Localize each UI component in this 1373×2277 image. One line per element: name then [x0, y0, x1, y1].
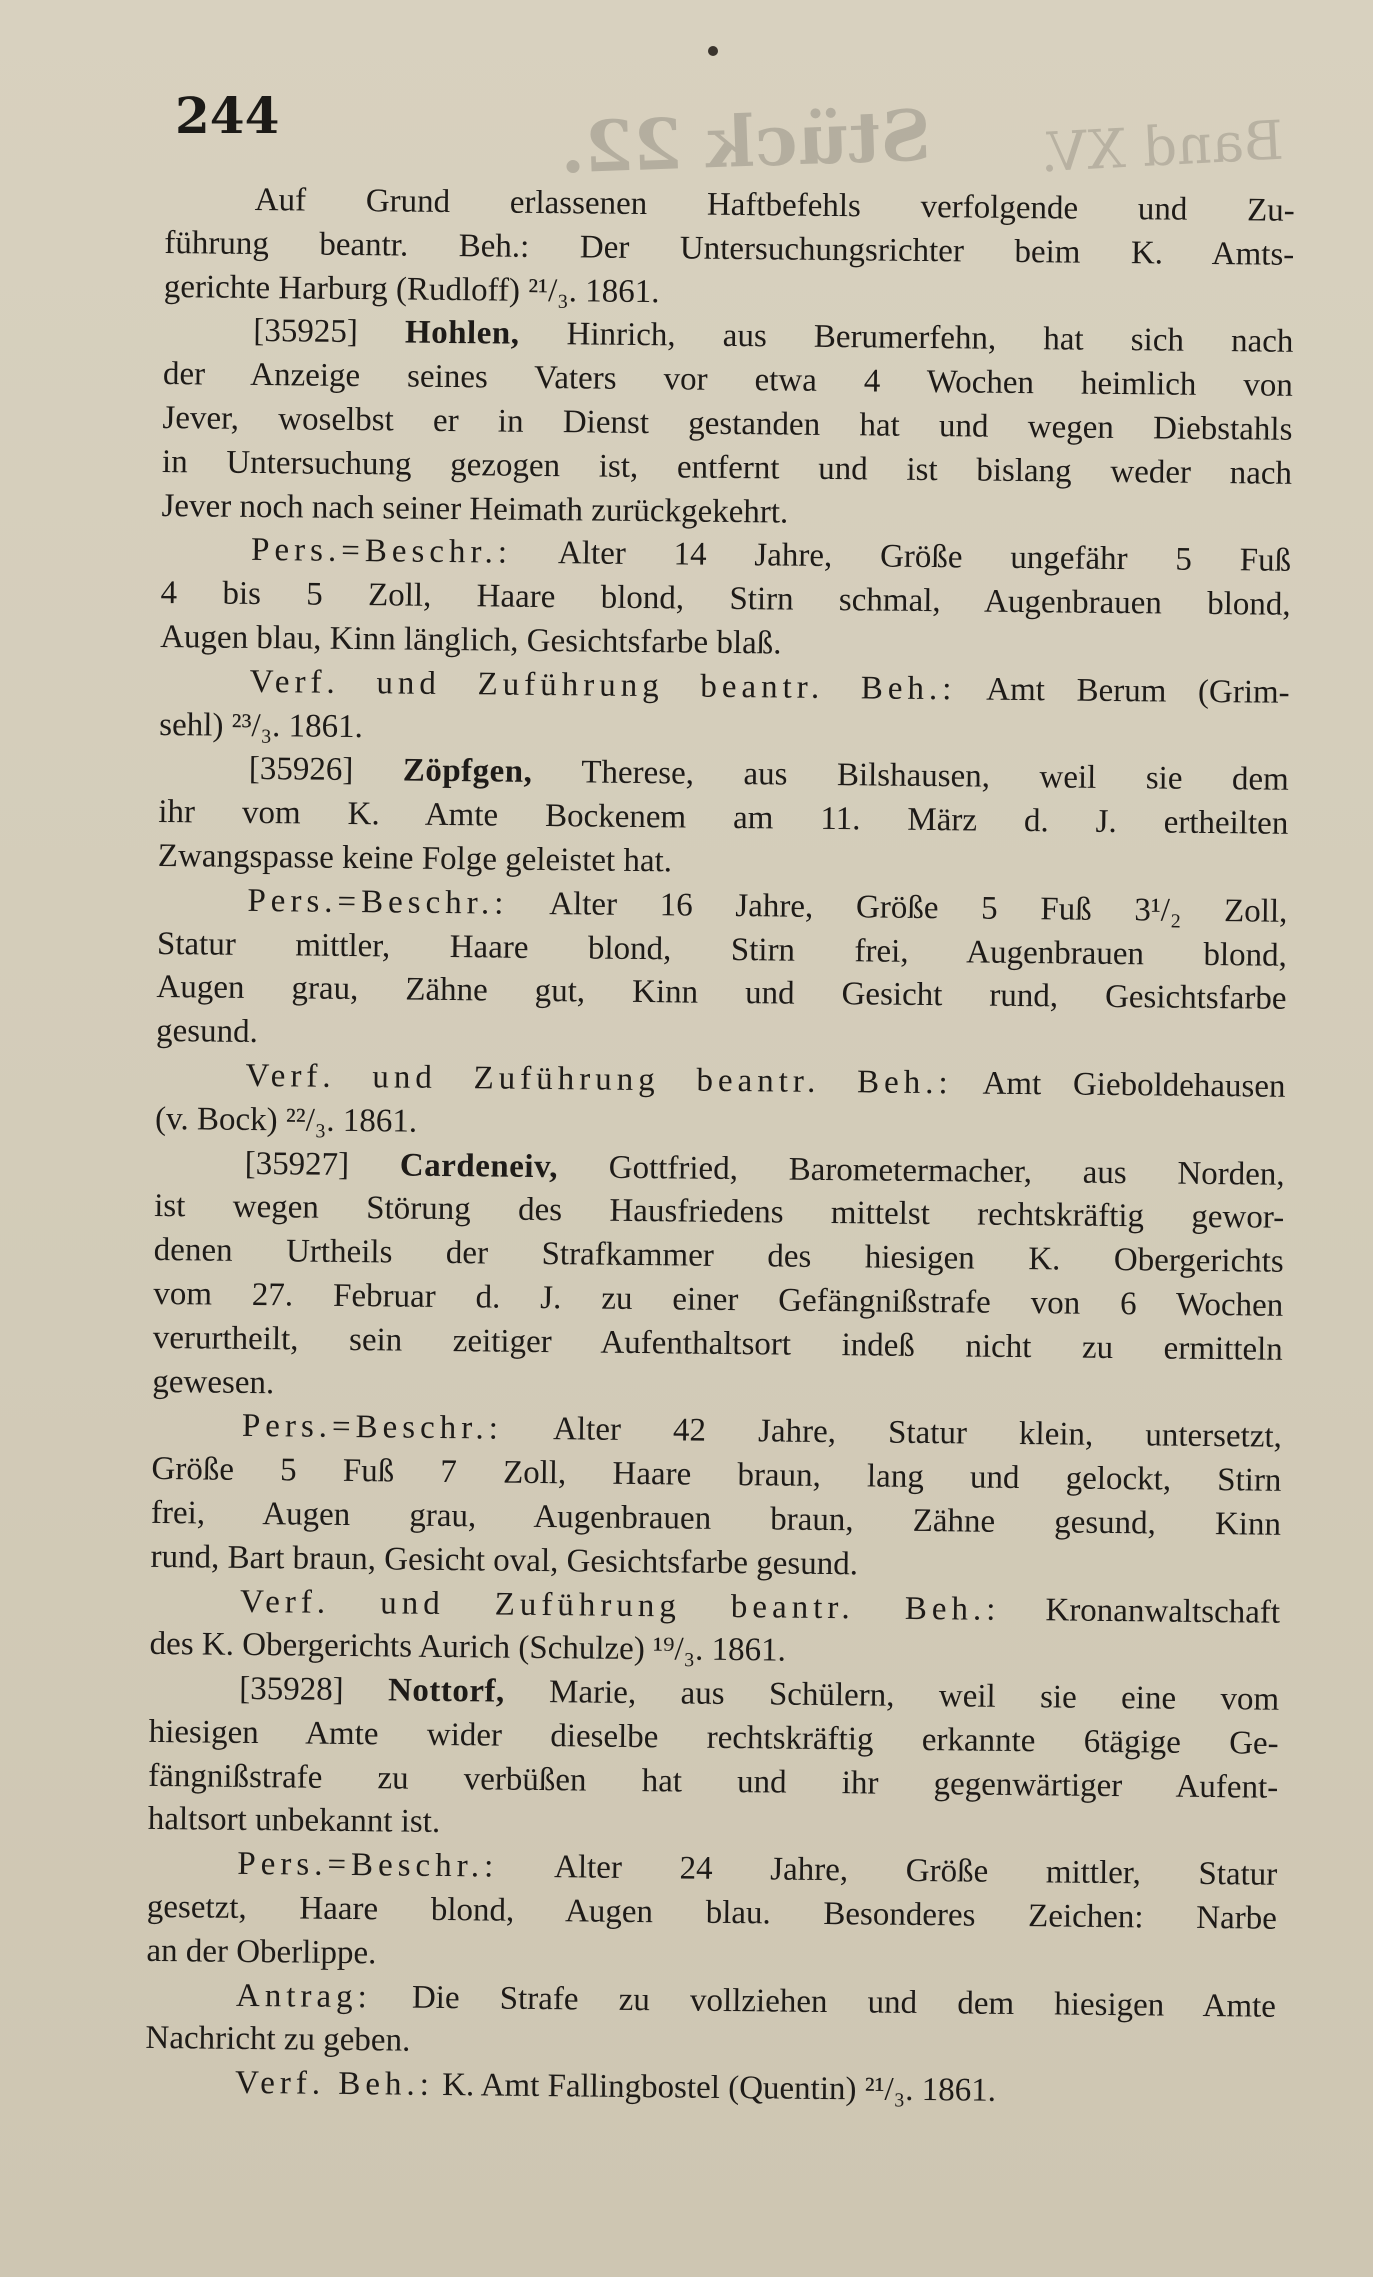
text-line: vom 27. Februar d. J. zu einer Gefängnißstrafe von 6 Wochen	[153, 1275, 1284, 1324]
text-line: Größe 5 Fuß 7 Zoll, Haare braun, lang und gelockt, Stirn	[151, 1451, 1282, 1499]
text-line: fängnißstrafe zu verbüßen hat und ihr gegenwärtiger Aufent-	[148, 1757, 1279, 1806]
entry-name: Nottorf,	[387, 1672, 505, 1710]
text-line: ihr vom K. Amte Bockenem am 11. März d. J. ertheilten	[158, 794, 1289, 842]
text-line: ist wegen Störung des Hausfriedens mittelst rechtskräftig gewor-	[154, 1188, 1285, 1237]
bleed-through-header: Stück 22.	[558, 93, 933, 190]
authority-text: Amt Berum (Grim-	[986, 671, 1290, 711]
text-line: 4 bis 5 Zoll, Haare blond, Stirn schmal, Augenbrauen blond,	[160, 575, 1291, 623]
text-line: der Anzeige seines Vaters vor etwa 4 Wochen heimlich von	[162, 356, 1294, 405]
text-line: in Untersuchung gezogen ist, entfernt und ist bislang weder nach	[161, 443, 1293, 492]
text-line: Auf Grund erlassenen Haftbefehls verfolgende und Zu-	[254, 181, 1295, 229]
text-line: hiesigen Amte wider dieselbe rechtskräftig erkannte 6tägige Ge-	[148, 1713, 1279, 1762]
text-line: (v. Bock) ²²/₃. 1861.	[154, 1100, 418, 1140]
text-line: Nachricht zu geben.	[145, 2020, 411, 2060]
authority-label: Verf. und Zuführung beantr. Beh.:	[239, 1583, 1001, 1628]
bleed-through-band-label: Band XV.	[1038, 108, 1286, 185]
text-line: sehl) ²³/₃. 1861.	[159, 706, 364, 745]
text-line: gerichte Harburg (Rudloff) ²¹/₃. 1861.	[163, 268, 660, 310]
text-line: Augen grau, Zähne gut, Kinn und Gesicht rund, Gesichtsfarbe	[156, 969, 1287, 1018]
text-line: gesund.	[155, 1013, 258, 1051]
ink-speck	[708, 46, 718, 56]
entry-id: [35926]	[248, 751, 354, 789]
text-line: rund, Bart braun, Gesicht oval, Gesichtsfarbe gesund.	[150, 1538, 859, 1583]
entry-id: [35925]	[253, 313, 359, 351]
entry-35926	[155, 747, 1289, 1153]
entry-35927	[149, 1141, 1284, 1678]
text-line: haltsort unbekannt ist.	[147, 1801, 441, 1841]
text-line: frei, Augen grau, Augenbrauen braun, Zähne gesund, Kinn	[150, 1494, 1282, 1543]
text-line: Jever noch nach seiner Heimath zurückgekehrt.	[161, 487, 789, 531]
text-line: des K. Obergerichts Aurich (Schulze) ¹⁹/₃. 1861.	[149, 1626, 787, 1669]
text-line: gewesen.	[152, 1363, 275, 1401]
description-label: Pers.=Beschr.:	[241, 1408, 504, 1447]
text-line: denen Urtheils der Strafkammer des hiesigen K. Obergerichts	[153, 1232, 1284, 1280]
entry-35928	[145, 1667, 1280, 2117]
authority-label: Verf. und Zuführung beantr. Beh.:	[249, 663, 957, 708]
text-line: Zwangspasse keine Folge geleistet hat.	[157, 837, 673, 880]
text-line: Statur mittler, Haare blond, Stirn frei, Augenbrauen blond,	[156, 925, 1288, 974]
entry-name: Zöpfgen,	[402, 752, 533, 791]
description-text: Alter 14 Jahre, Größe ungefähr 5 Fuß	[557, 535, 1292, 580]
entry-id: [35928]	[238, 1670, 344, 1709]
authority-text: K. Amt Fallingbostel (Quentin) ²¹/₃. 1861.	[441, 2067, 997, 2110]
page-number: 244	[175, 86, 280, 145]
text-line: verurtheilt, sein zeitiger Aufenthaltsort indeß nicht zu ermitteln	[152, 1319, 1283, 1368]
text-line: gesetzt, Haare blond, Augen blau. Besonderes Zeichen: Narbe	[146, 1888, 1278, 1937]
description-text: Alter 16 Jahre, Größe 5 Fuß 3¹/₂ Zoll,	[549, 885, 1288, 930]
entry-continuation	[164, 178, 1295, 321]
entry-name: Hohlen,	[404, 314, 520, 353]
description-text: Alter 42 Jahre, Statur klein, untersetzt,	[552, 1411, 1283, 1456]
entry-id: [35927]	[244, 1145, 350, 1183]
entry-first-line-text: Hinrich, aus Berumerfehn, hat sich nach	[566, 316, 1294, 361]
text-line: an der Oberlippe.	[146, 1932, 377, 1972]
entry-name: Cardeneiv,	[399, 1147, 559, 1185]
authority-label: Verf. Beh.:	[234, 2065, 435, 2104]
request-text: Die Strafe zu vollziehen und dem hiesigen Amte	[411, 1979, 1277, 2025]
entry-first-line-text: Gottfried, Barometermacher, aus Norden,	[608, 1149, 1285, 1193]
text-line: Augen blau, Kinn länglich, Gesichtsfarbe blaß.	[160, 618, 782, 662]
description-label: Pers.=Beschr.:	[237, 1846, 499, 1885]
request-label: Antrag:	[235, 1977, 372, 2015]
description-label: Pers.=Beschr.:	[247, 882, 509, 922]
entry-first-line-text: Therese, aus Bilshausen, weil sie dem	[581, 754, 1289, 799]
body-text	[145, 178, 1295, 2117]
text-line: Jever, woselbst er in Dienst gestanden hat und wegen Diebstahls	[162, 399, 1293, 448]
authority-text: Kronanwaltschaft	[1045, 1591, 1281, 1631]
authority-text: Amt Gieboldehausen	[982, 1065, 1286, 1105]
entry-first-line-text: Marie, aus Schülern, weil sie eine vom	[548, 1674, 1280, 1718]
authority-label: Verf. und Zuführung beantr. Beh.:	[245, 1057, 953, 1102]
entry-35925	[159, 309, 1294, 759]
description-label: Pers.=Beschr.:	[250, 532, 513, 572]
text-line: führung beantr. Beh.: Der Untersuchungsrichter beim K. Amts-	[164, 224, 1295, 273]
description-text: Alter 24 Jahre, Größe mittler, Statur	[553, 1849, 1278, 1894]
